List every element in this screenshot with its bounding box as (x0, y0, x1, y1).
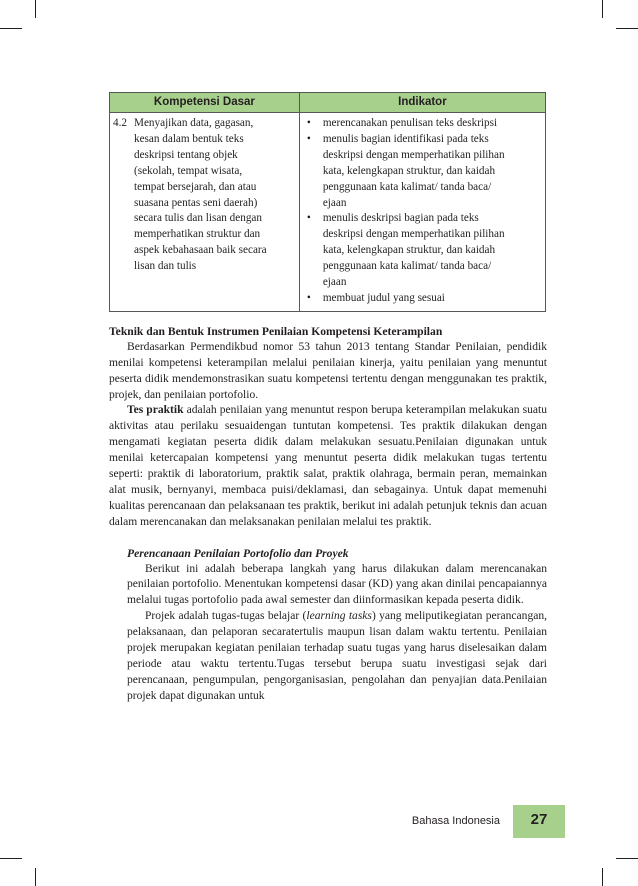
section-paragraph (109, 403, 547, 530)
crop-mark (0, 28, 22, 29)
indicator-line: kata, kelengkapan struktur, dan kaidah (322, 164, 496, 177)
crop-mark (35, 0, 36, 18)
indicator-line: membuat judul yang sesuai (322, 291, 445, 304)
kd-line: kesan dalam bentuk teks (134, 132, 244, 145)
competency-table (109, 92, 546, 312)
kd-line: Menyajikan data, gagasan, (134, 117, 254, 129)
section-title: Teknik dan Bentuk Instrumen Penilaian Kompetensi Keterampilan (109, 324, 443, 338)
header-kompetensi-dasar: Kompetensi Dasar (110, 93, 300, 113)
kd-line: deskripsi tentang objek (134, 148, 238, 161)
page-number-box (513, 805, 565, 838)
kd-line: memperhatikan struktur dan (134, 228, 261, 241)
indicator-line: merencanakan penulisan teks deskripsi (322, 117, 498, 129)
kd-number: 4.2 (113, 117, 127, 129)
indicator-line: menulis bagian identifikasi pada teks (322, 132, 489, 145)
subsection (127, 546, 547, 705)
term-tes-praktik: Tes praktik (127, 404, 184, 417)
indicator-line: penggunaan kata kalimat/ tanda baca/ (322, 180, 492, 193)
paragraph-text: adalah penilaian yang menuntut respon berupa keterampilan melakukan suatu aktivitas atau perilaku sesuaidengan tuntutan kompetensi. Tes praktik dilakukan dengan mengamati kegiatan peserta didik dalam melakukan sesuatu.Penilaian digunakan untuk menilai ketercapaian kompetensi yang menuntut peserta didik melakukan tugas tertentu seperti: praktik di laboratorium, praktik salat, praktik olahraga, bermain peran, memainkan alat musik, bernyanyi, membaca puisi/deklamasi, dan sebagainya. Untuk dapat memenuhi kualitas perencanaan dan pelaksanaan tes praktik, berikut ini adalah petunjuk teknis dan acuan dalam merencanakan dan melaksanakan penilaian melalui tes praktik. (109, 404, 547, 528)
crop-mark (602, 868, 603, 886)
crop-mark (0, 858, 22, 859)
indicator-line: deskripsi dengan memperhatikan pilihan (322, 148, 505, 161)
book-title: Bahasa Indonesia (411, 815, 500, 827)
indicator-item (303, 116, 542, 132)
indicator-item (303, 211, 542, 291)
indicator-line: penggunaan kata kalimat/ tanda baca/ (322, 260, 492, 273)
kd-line: aspek kebahasaan baik secara (134, 244, 267, 257)
indicator-line: menulis deskripsi bagian pada teks (322, 212, 479, 225)
subsection-paragraph (127, 609, 547, 704)
table-row (110, 113, 546, 312)
indicator-cell (299, 113, 545, 312)
kd-line: secara tulis dan lisan dengan (134, 212, 262, 225)
kd-line: tempat bersejarah, dan atau (134, 180, 257, 193)
page-number: 27 (530, 811, 548, 828)
indicator-list (303, 116, 542, 307)
paragraph-text: Projek adalah tugas-tugas belajar ( (145, 610, 307, 623)
subsection-paragraph: Berikut ini adalah beberapa langkah yang harus dilakukan dalam merencanakan penilaian portofolio. Menentukan kompetensi dasar (KD) yang akan dinilai pencapaiannya melalui tugas portofolio pada awal semester dan diinformasikan kepada peserta didik. (127, 562, 547, 607)
indicator-item (303, 291, 542, 307)
indicator-line: ejaan (322, 196, 347, 209)
section-paragraph: Berdasarkan Permendikbud nomor 53 tahun 2013 tentang Standar Penilaian, pendidik menilai kompetensi keterampilan melalui penilaian kinerja, yaitu penilaian yang menuntut peserta didik mendemonstrasikan suatu kompetensi tertentu dengan menggunakan tes praktik, projek, dan penilaian portofolio. (109, 340, 547, 401)
kd-line: lisan dan tulis (134, 260, 197, 273)
header-indikator: Indikator (299, 93, 545, 113)
page-content (109, 92, 547, 705)
kd-cell (110, 113, 300, 312)
term-learning-tasks: learning tasks (306, 610, 372, 623)
table-header-row (110, 93, 546, 113)
crop-mark (616, 858, 638, 859)
indicator-item (303, 132, 542, 212)
kd-line: (sekolah, tempat wisata, (134, 164, 243, 177)
kd-line: suasana pentas seni daerah) (134, 196, 258, 209)
kd-text (134, 116, 284, 275)
subsection-title: Perencanaan Penilaian Portofolio dan Proyek (127, 546, 349, 560)
crop-mark (35, 868, 36, 886)
page-footer (0, 805, 638, 838)
crop-mark (602, 0, 603, 18)
indicator-line: deskripsi dengan memperhatikan pilihan (322, 228, 505, 241)
indicator-line: ejaan (322, 276, 347, 289)
indicator-line: kata, kelengkapan struktur, dan kaidah (322, 244, 496, 257)
paragraph-text: ) yang meliputikegiatan perancangan, pelaksanaan, dan pelaporan secaratertulis maupun lisan dalam waktu tertentu. Penilaian projek merupakan kegiatan penilaian terhadap suatu tugas yang harus diselesaikan dalam periode atau waktu tertentu.Tugas tersebut berupa suatu investigasi sejak dari perencanaan, pengumpulan, pengorganisasian, pengolahan dan penyajian data.Penilaian projek dapat digunakan untuk (127, 610, 547, 702)
crop-mark (616, 28, 638, 29)
